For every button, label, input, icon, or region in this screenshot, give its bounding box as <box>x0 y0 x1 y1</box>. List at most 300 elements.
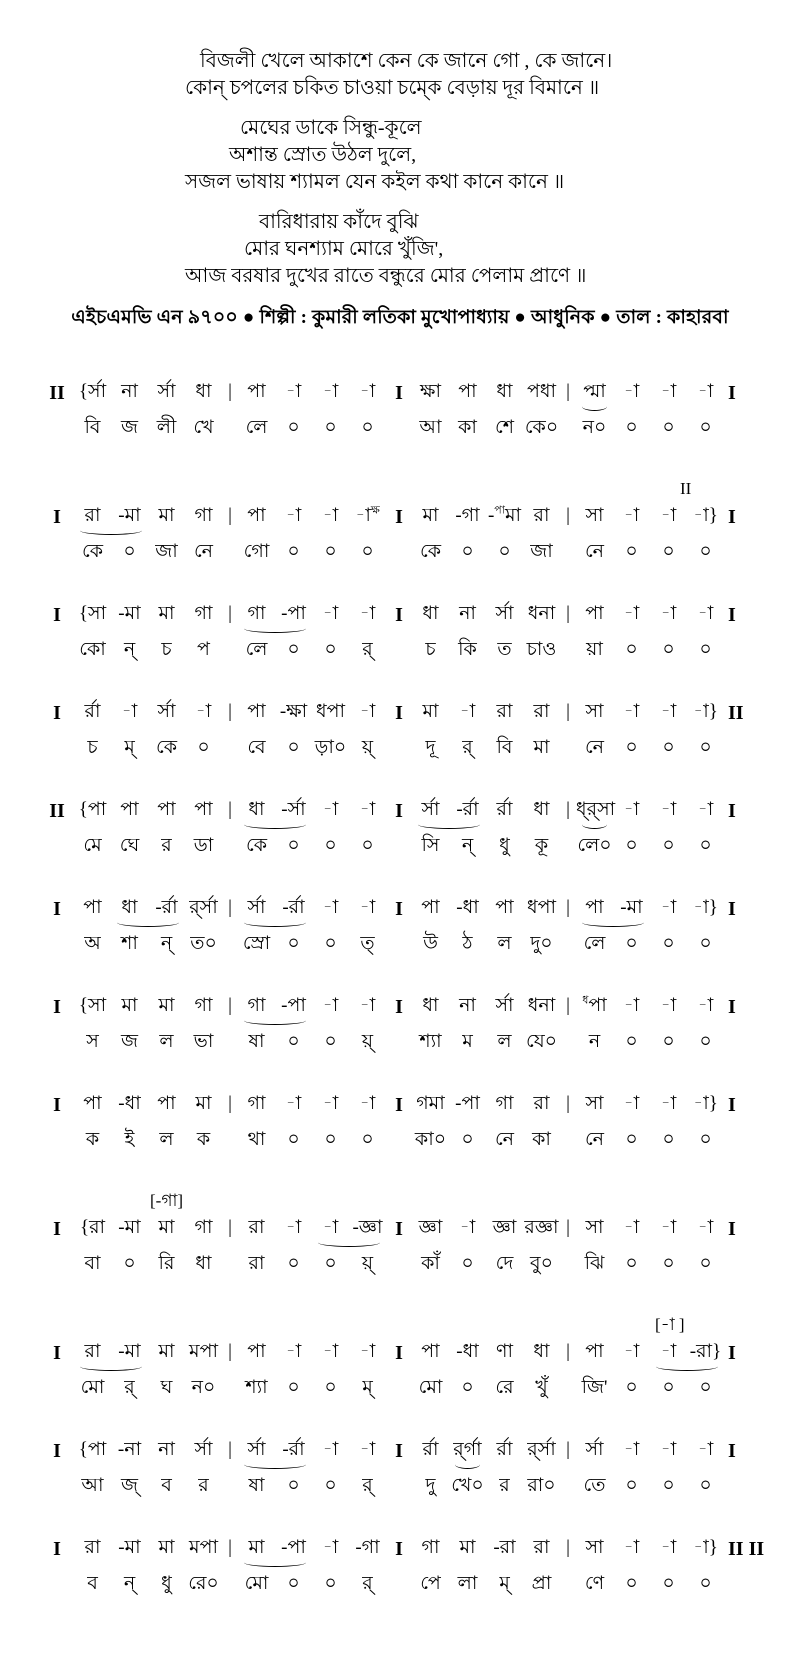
syllable-cell: ০ <box>498 541 511 562</box>
syllables-line <box>40 637 800 663</box>
syllable-cell: ০ <box>625 933 638 954</box>
syllable-cell: বু০ <box>530 1253 553 1274</box>
syllable-cell: ঠ <box>462 933 473 954</box>
measure <box>74 1437 222 1463</box>
left-repeat-sign: I <box>53 702 61 724</box>
mid-beat-sign: I <box>395 382 403 404</box>
syllable-cell: ০ <box>699 933 712 954</box>
note-cell: র্রা <box>84 701 101 722</box>
note-cell: গা <box>247 995 266 1016</box>
note-cell: মপা <box>189 1537 218 1558</box>
measure <box>238 699 386 725</box>
bar-separator: | <box>228 1439 232 1460</box>
left-repeat-sign: II <box>49 382 65 404</box>
note-cell: র্সা <box>157 701 176 722</box>
syllable-cell: ০ <box>324 541 337 562</box>
lyric-measure <box>412 415 560 441</box>
syllable-cell: ন্ <box>123 639 136 660</box>
syllable-cell: অ <box>84 933 101 954</box>
mid-beat-sign: I <box>395 604 403 626</box>
syllable-cell: ধু <box>161 1573 172 1594</box>
note-cell: ধা <box>533 799 550 820</box>
mid-beat-sign: I <box>395 1094 403 1116</box>
note-cell: র্সা <box>495 995 514 1016</box>
syllable-cell: ০ <box>287 1129 300 1150</box>
syllable-cell: ০ <box>625 737 638 758</box>
note-cell: ধপা <box>315 701 346 722</box>
syllable-cell: ক <box>85 1129 100 1150</box>
measure <box>412 1535 560 1561</box>
bar-separator: | <box>566 1341 570 1362</box>
note-cell: -া <box>322 995 339 1016</box>
syllable-cell: ০ <box>324 417 337 438</box>
lyric-measure <box>238 931 386 957</box>
note-cell: র্রা <box>496 1439 513 1460</box>
note-cell: -া <box>359 1439 376 1460</box>
note-cell: -া <box>660 505 677 526</box>
note-cell: রা <box>533 505 550 526</box>
syllable-cell: শ্যা <box>245 1377 268 1398</box>
notation-row <box>40 601 800 663</box>
syllable-cell: ন্ <box>461 835 474 856</box>
notes-line <box>40 993 800 1019</box>
lyric-measure <box>576 1251 724 1277</box>
note-cell: -র্রা <box>282 1439 305 1460</box>
notation-row <box>40 1091 800 1153</box>
lyric-measure <box>576 931 724 957</box>
syllable-cell: ০ <box>662 835 675 856</box>
syllable-cell: র্ <box>362 639 373 660</box>
lyric-line: কোন্ চপলের চকিত চাওয়া চম্কে বেড়ায় দূর বিমানে ॥ <box>185 77 600 99</box>
note-cell: রা <box>84 505 101 526</box>
note-cell: -া <box>623 1537 640 1558</box>
syllable-cell: ০ <box>361 541 374 562</box>
measure <box>412 1215 560 1241</box>
note-cell: -া <box>697 799 714 820</box>
notes-line <box>40 699 800 725</box>
syllable-cell: খুঁ <box>535 1377 548 1398</box>
slur-arc <box>656 1362 718 1371</box>
syllable-cell: গো <box>243 541 270 562</box>
lyric-measure <box>238 1127 386 1153</box>
note-cell: -া <box>359 1341 376 1362</box>
note-cell: ক্ষা <box>420 381 441 402</box>
syllable-cell: ০ <box>324 1377 337 1398</box>
mid-beat-sign: I <box>395 702 403 724</box>
grace-note: ধ <box>582 994 589 1007</box>
lyric-line: মেঘের ডাকে সিন্ধু-কূলে <box>240 117 422 139</box>
note-cell: র্সা <box>157 381 176 402</box>
lyric-measure <box>238 1029 386 1055</box>
lyric-measure <box>74 931 222 957</box>
mid-beat-sign: I <box>395 1440 403 1462</box>
syllable-cell: ত্ <box>360 933 375 954</box>
lyric-measure <box>74 1571 222 1597</box>
syllable-cell: ০ <box>625 835 638 856</box>
note-cell: র্সা <box>495 603 514 624</box>
lyric-measure <box>74 539 222 565</box>
left-repeat-sign: I <box>53 1342 61 1364</box>
note-cell: ধপা <box>526 897 557 918</box>
slur-arc <box>244 918 306 927</box>
syllable-cell: ০ <box>123 541 136 562</box>
grace-note: পা <box>494 504 505 517</box>
note-cell: -া <box>322 1537 339 1558</box>
mid-beat-sign: I <box>395 996 403 1018</box>
right-repeat-sign: I <box>728 604 736 626</box>
measure <box>576 993 724 1019</box>
note-cell: -রা} <box>689 1341 722 1362</box>
syllable-cell: কে <box>155 737 177 758</box>
lyric-measure <box>74 833 222 859</box>
note-cell: -া <box>623 1217 640 1238</box>
right-repeat-sign: I <box>728 898 736 920</box>
syllables-line <box>40 1251 800 1277</box>
slur-arc <box>244 624 306 633</box>
measure <box>238 601 386 627</box>
notation-row <box>40 1313 800 1401</box>
syllable-cell: ০ <box>625 1377 638 1398</box>
note-cell: র্রা <box>496 799 513 820</box>
syllable-cell: কো <box>79 639 106 660</box>
lyric-line: বিজলী খেলে আকাশে কেন কে জানে গো , কে জানে। <box>200 50 613 72</box>
syllable-cell: মা <box>533 737 550 758</box>
syllable-cell: জা <box>155 541 178 562</box>
note-cell: -মা <box>118 1537 141 1558</box>
measure <box>74 1091 222 1117</box>
bar-separator: | <box>228 799 232 820</box>
measure <box>576 379 724 405</box>
measure <box>74 895 222 921</box>
syllable-cell: য়্ <box>361 1253 374 1274</box>
measure <box>74 993 222 1019</box>
measure <box>74 379 222 405</box>
lyric-measure <box>412 833 560 859</box>
lyric-measure <box>74 637 222 663</box>
syllable-cell: ০ <box>324 1031 337 1052</box>
syllable-cell: ০ <box>625 1253 638 1274</box>
slur-arc <box>455 1460 480 1469</box>
measure <box>576 1437 724 1463</box>
syllable-cell: ল <box>159 1129 174 1150</box>
syllable-cell: ০ <box>361 1129 374 1150</box>
bar-separator: | <box>228 1217 232 1238</box>
syllable-cell: ০ <box>662 417 675 438</box>
note-cell: গা <box>194 1217 213 1238</box>
mid-beat-sign: I <box>395 898 403 920</box>
lyric-measure <box>576 539 724 565</box>
right-repeat-sign: I <box>728 1440 736 1462</box>
note-cell: ধা <box>496 381 513 402</box>
syllable-cell: উ <box>423 933 438 954</box>
measure <box>238 797 386 823</box>
measure <box>412 797 560 823</box>
measure <box>238 1339 386 1365</box>
right-repeat-sign: I <box>728 506 736 528</box>
bar-separator: | <box>228 1093 232 1114</box>
lyric-measure <box>412 1251 560 1277</box>
note-cell: -া <box>322 381 339 402</box>
note-cell: -া <box>322 1341 339 1362</box>
syllable-cell: জি' <box>581 1377 608 1398</box>
notes-line <box>40 1339 800 1365</box>
measure <box>576 503 724 529</box>
mid-beat-sign: I <box>395 1342 403 1364</box>
note-cell: -া <box>623 1093 640 1114</box>
syllable-cell: চ <box>87 737 98 758</box>
measure <box>412 993 560 1019</box>
syllable-cell: ০ <box>625 1573 638 1594</box>
left-repeat-sign: I <box>53 506 61 528</box>
note-cell: -র্রা <box>456 799 479 820</box>
syllable-cell: চ <box>161 639 172 660</box>
measure <box>412 895 560 921</box>
note-cell: না <box>459 995 476 1016</box>
note-cell: -া <box>697 1439 714 1460</box>
syllable-cell: ধা <box>195 1253 212 1274</box>
note-cell: -$^{পা}$মা <box>487 504 522 526</box>
syllable-cell: নে <box>193 541 214 562</box>
syllable-cell: নে <box>584 1129 605 1150</box>
left-repeat-sign: II <box>49 800 65 822</box>
syllable-cell: ন <box>588 1031 601 1052</box>
bar-separator: | <box>228 897 232 918</box>
note-cell: পা <box>421 897 440 918</box>
note-cell: মা <box>158 1537 175 1558</box>
lyric-line: মোর ঘনশ্যাম মোরে খুঁজি', <box>244 238 444 260</box>
note-cell: $^ধ$পা <box>582 994 607 1016</box>
syllables-line <box>40 833 800 859</box>
syllable-cell: ০ <box>123 1253 136 1274</box>
syllable-cell: ০ <box>662 933 675 954</box>
syllable-cell: ০ <box>461 1253 474 1274</box>
syllable-cell: য়া <box>586 639 603 660</box>
lyric-measure <box>74 415 222 441</box>
lyric-measure <box>74 1029 222 1055</box>
syllables-line <box>40 415 800 441</box>
syllable-cell: ০ <box>625 1129 638 1150</box>
syllable-cell: স্রো <box>242 933 271 954</box>
note-cell: -া} <box>693 1093 718 1114</box>
measure <box>412 601 560 627</box>
lyric-measure <box>412 1571 560 1597</box>
note-cell: না <box>121 381 138 402</box>
syllable-cell: স <box>86 1031 99 1052</box>
note-cell: র্সা <box>194 1439 213 1460</box>
note-cell: -া <box>322 897 339 918</box>
measure <box>238 1215 386 1241</box>
syllable-cell: ০ <box>461 1129 474 1150</box>
note-cell: মা <box>158 1217 175 1238</box>
syllable-cell: য়্ <box>361 1031 374 1052</box>
syllable-cell: ০ <box>324 1475 337 1496</box>
note-cell: {পা <box>78 799 107 820</box>
note-cell: -া} <box>693 505 718 526</box>
syllable-cell: দে <box>495 1253 514 1274</box>
syllables-line <box>40 1029 800 1055</box>
slur-arc <box>244 1016 306 1025</box>
syllable-cell: ০ <box>662 737 675 758</box>
bar-separator: | <box>228 995 232 1016</box>
note-cell: পা <box>421 1341 440 1362</box>
note-cell: -া <box>459 701 476 722</box>
lyric-measure <box>576 1375 724 1401</box>
slur-arc <box>318 1238 380 1247</box>
note-cell: -পা <box>281 603 306 624</box>
note-cell: -গা <box>455 505 480 526</box>
syllable-cell: বে <box>247 737 266 758</box>
syllable-cell: ০ <box>699 1377 712 1398</box>
mid-beat-sign: I <box>395 800 403 822</box>
syllable-cell: র্ <box>124 1377 135 1398</box>
measure <box>74 1215 222 1241</box>
note-cell: ধা <box>248 799 265 820</box>
right-repeat-sign: I <box>728 382 736 404</box>
measure <box>412 1091 560 1117</box>
note-cell: রা <box>84 1341 101 1362</box>
measure <box>238 895 386 921</box>
right-repeat-sign: I <box>728 1218 736 1240</box>
measure <box>74 1535 222 1561</box>
note-cell: র্র্সা <box>189 897 218 918</box>
note-cell: -া <box>322 1217 339 1238</box>
bar-separator: | <box>566 1093 570 1114</box>
syllable-cell: ০ <box>662 1129 675 1150</box>
syllable-cell: প্রা <box>531 1573 552 1594</box>
syllable-cell: নে <box>584 541 605 562</box>
left-repeat-sign: I <box>53 1218 61 1240</box>
syllable-cell: লে০ <box>577 835 612 856</box>
note-cell: -র্রা <box>282 897 305 918</box>
note-cell: গা <box>194 603 213 624</box>
note-cell: পা <box>157 1093 176 1114</box>
syllables-line <box>40 1375 800 1401</box>
notes-line <box>40 797 800 823</box>
note-cell: -া <box>697 1217 714 1238</box>
note-cell: -া <box>322 799 339 820</box>
lyric-measure <box>412 735 560 761</box>
note-cell: র্সা <box>421 799 440 820</box>
note-cell: ধা <box>422 603 439 624</box>
syllable-cell: র <box>499 1475 510 1496</box>
note-cell: -মা <box>620 897 643 918</box>
note-cell: ধ্র্সা <box>576 799 616 820</box>
syllables-line <box>40 1473 800 1499</box>
syllable-cell: পে <box>420 1573 441 1594</box>
note-cell: ধনা <box>527 603 556 624</box>
note-cell: -া <box>285 1217 302 1238</box>
syllable-cell: ঘ <box>160 1377 173 1398</box>
note-cell: মা <box>158 995 175 1016</box>
note-cell: -া <box>285 1341 302 1362</box>
syllable-cell: নে <box>584 737 605 758</box>
syllable-cell: ০ <box>287 1031 300 1052</box>
lyric-measure <box>576 1127 724 1153</box>
syllable-cell: নে <box>494 1129 515 1150</box>
note-cell: -া <box>459 1217 476 1238</box>
measure <box>238 1091 386 1117</box>
lyric-measure <box>412 539 560 565</box>
syllables-line <box>40 539 800 565</box>
lyric-measure <box>74 735 222 761</box>
syllable-cell: ০ <box>361 835 374 856</box>
measure <box>74 797 222 823</box>
syllable-cell: জ্ <box>121 1475 138 1496</box>
note-cell: -া <box>623 701 640 722</box>
bar-separator: | <box>566 1537 570 1558</box>
note-cell: -া <box>322 505 339 526</box>
syllable-cell: কূ <box>534 835 549 856</box>
bar-separator: | <box>566 799 570 820</box>
measure <box>238 503 386 529</box>
note-cell: -া <box>359 995 376 1016</box>
notation-section <box>0 379 800 1597</box>
note-cell: রা <box>84 1537 101 1558</box>
syllable-cell: ০ <box>287 835 300 856</box>
bar-separator: | <box>566 1439 570 1460</box>
note-cell: রা <box>248 1217 265 1238</box>
lyric-stanza <box>0 48 800 102</box>
note-cell: {রা <box>79 1217 106 1238</box>
note-cell: -া <box>623 995 640 1016</box>
syllable-cell: লে <box>245 639 268 660</box>
syllable-cell: ন্ <box>123 1573 136 1594</box>
syllable-cell: কা <box>458 417 477 438</box>
note-cell: -া <box>623 381 640 402</box>
syllable-cell: ব <box>161 1475 172 1496</box>
syllable-cell: কে <box>81 541 103 562</box>
note-cell: গা <box>495 1093 514 1114</box>
syllable-cell: লে <box>583 933 606 954</box>
lyric-measure <box>576 637 724 663</box>
note-cell: -া <box>359 701 376 722</box>
syllable-cell: জা <box>530 541 553 562</box>
lyric-measure <box>238 1473 386 1499</box>
syllable-cell: রে০ <box>188 1573 219 1594</box>
measure <box>238 1535 386 1561</box>
syllables-line <box>40 1127 800 1153</box>
row-annotation: [-গা] <box>150 1191 184 1210</box>
notation-row <box>40 797 800 859</box>
syllable-cell: ০ <box>287 417 300 438</box>
note-cell: -জ্ঞা <box>352 1217 383 1238</box>
note-cell: -া <box>623 799 640 820</box>
note-cell: ধা <box>422 995 439 1016</box>
right-repeat-sign: I <box>728 996 736 1018</box>
syllable-cell: মে <box>83 835 102 856</box>
note-cell: মা <box>459 1537 476 1558</box>
lyric-measure <box>238 539 386 565</box>
note-cell: সা <box>585 1217 604 1238</box>
note-cell: গা <box>247 1093 266 1114</box>
syllable-cell: ০ <box>625 541 638 562</box>
note-cell: পা <box>247 505 266 526</box>
lyric-measure <box>238 415 386 441</box>
syllable-cell: ঘে <box>119 835 140 856</box>
syllable-cell: ০ <box>287 737 300 758</box>
note-cell: ধনা <box>527 995 556 1016</box>
note-cell: গা <box>194 505 213 526</box>
lyric-line: বারিধারায় কাঁদে বুঝি <box>259 211 419 233</box>
note-cell: -না <box>117 1439 142 1460</box>
syllable-cell: ০ <box>662 639 675 660</box>
slur-arc <box>582 918 644 927</box>
notes-line <box>40 503 800 529</box>
note-cell: -মা <box>118 505 141 526</box>
slur-arc <box>582 402 607 411</box>
syllable-cell: ০ <box>197 737 210 758</box>
notation-row <box>40 477 800 565</box>
